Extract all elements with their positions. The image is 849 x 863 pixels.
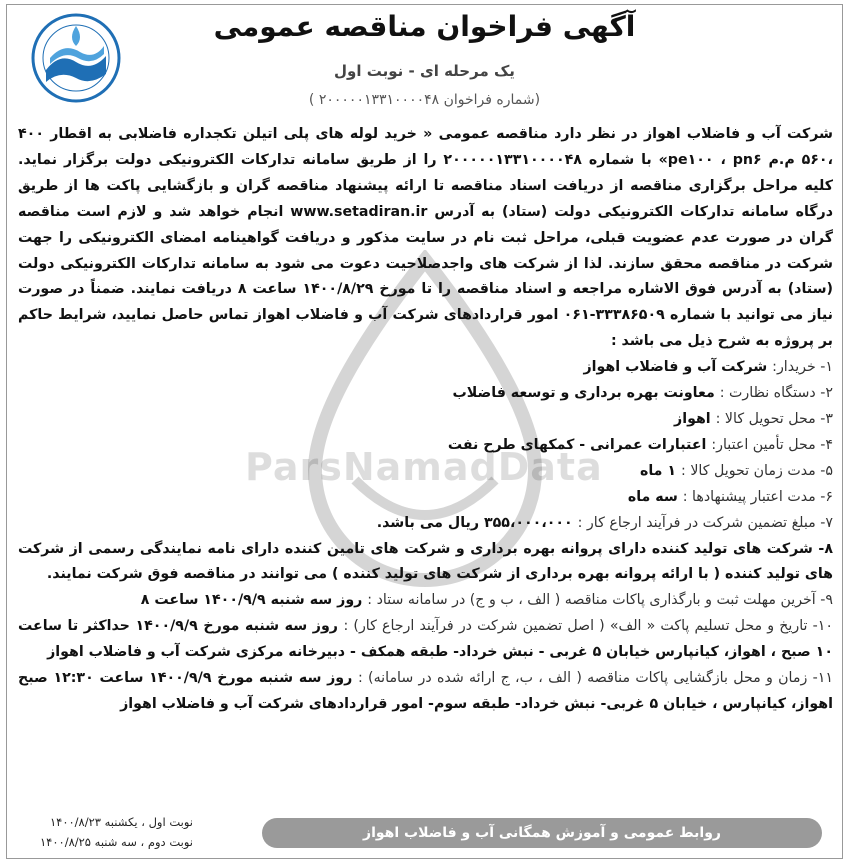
condition-label: ۹- آخرین مهلت ثبت و بارگذاری پاکات مناقصه ( الف ، ب و ج) در سامانه ستاد : (367, 592, 833, 609)
publish-date-second: نوبت دوم ، سه شنبه ۱۴۰۰/۸/۲۵ (40, 835, 193, 849)
condition-item (18, 588, 833, 614)
condition-value: شرکت آب و فاضلاب اهواز (583, 359, 773, 376)
condition-item (18, 433, 833, 459)
condition-value: روز سه شنبه مورخ ۱۴۰۰/۹/۹ ساعت ۱۲:۳۰ صبح اهواز، کیانپارس ، خیابان ۵ غربی- نبش خرداد- طبقه سوم- امور قراردادهای شرکت آب و فاضلاب اهواز (18, 670, 833, 712)
watermark-brand: ParsNamadData (245, 445, 603, 489)
condition-label: ۱۱- زمان و محل بازگشایی پاکات مناقصه ( الف ، ب، ج ارائه شده در سامانه) : (357, 670, 833, 687)
condition-label: ۲- دستگاه نظارت : (719, 385, 833, 402)
condition-value: سه ماه (627, 488, 683, 505)
condition-item (18, 381, 833, 407)
condition-item (18, 511, 833, 537)
condition-value: روز سه شنبه مورخ ۱۴۰۰/۹/۹ حداکثر تا ساعت ۱۰ صبح ، اهواز، کیانپارس خیابان ۵ غربی - نبش خرداد- طبقه همکف - دبیرخانه مرکزی شرکت آب و فاضلاب اهواز (18, 618, 833, 661)
publish-date-first: نوبت اول ، یکشنبه ۱۴۰۰/۸/۲۳ (49, 815, 193, 829)
page-title: آگهی فراخوان مناقصه عمومی (213, 10, 636, 43)
condition-value: ۳۵۵،۰۰۰،۰۰۰ ریال می باشد. (376, 514, 578, 531)
condition-item (18, 459, 833, 485)
tender-number: (شماره فراخوان ۲۰۰۰۰۰۱۳۳۱۰۰۰۰۴۸ ) (308, 92, 541, 108)
condition-label: ۳- محل تحویل کالا : (715, 410, 833, 427)
publish-dates (40, 812, 193, 852)
condition-label: ۵- مدت زمان تحویل کالا : (681, 462, 833, 479)
condition-label: ۶- مدت اعتبار پیشنهادها : (682, 488, 833, 505)
condition-value: روز سه شنبه ۱۴۰۰/۹/۹ ساعت ۸ (140, 592, 368, 609)
condition-value: اعتبارات عمرانی - کمکهای طرح نفت (447, 436, 712, 453)
condition-item (18, 485, 833, 511)
condition-item (18, 355, 833, 381)
condition-item (18, 537, 833, 589)
footer-banner: روابط عمومی و آموزش همگانی آب و فاضلاب اهواز (262, 818, 822, 848)
condition-label: ۱- خریدار: (772, 359, 833, 376)
water-company-logo-icon (30, 12, 122, 104)
condition-label: ۷- مبلغ تضمین شرکت در فرآیند ارجاع کار : (577, 514, 833, 531)
condition-item (18, 666, 833, 718)
tender-stage-subtitle: یک مرحله ای - نوبت اول (334, 62, 515, 80)
intro-paragraph: شرکت آب و فاضلاب اهواز در نظر دارد مناقصه عمومی « خرید لوله های پلی اتیلن تکجداره فاضلابی به اقطار ۴۰۰ ،۵۶۰ م.م pe۱۰۰ ، pn۶» با شماره ۲۰۰۰۰۰۱۳۳۱۰۰۰۰۴۸ را از طریق سامانه تدارکات الکترونیکی دولت برگزار نماید. کلیه مراحل برگزاری مناقصه از دریافت اسناد مناقصه تا ارائه پیشنهاد مناقصه گران و بازگشایی پاکت ها از طریق درگاه سامانه تدارکات الکترونیکی دولت (ستاد) به آدرس www.setadiran.ir انجام خواهد شد و لازم است مناقصه گران در صورت عدم عضویت قبلی، مراحل ثبت نام در سایت مذکور و دریافت گواهینامه امضای الکترونیکی را جهت شرکت در مناقصه محقق سازند. لذا از شرکت های واجدصلاحیت دعوت می شود به سامانه تدارکات الکترونیکی دولت (ستاد) به آدرس فوق الاشاره مراجعه و اسناد مناقصه را تا مورخ ۱۴۰۰/۸/۲۹ ساعت ۸ دریافت نمایند. ضمناً در صورت نیاز می توانید با شماره ۳۳۳۸۶۵۰۹-۰۶۱ امور قراردادهای شرکت آب و فاضلاب اهواز تماس حاصل نمایید، شرایط حاکم بر پروژه به شرح ذیل می باشد : (18, 126, 834, 350)
notice-body (18, 122, 833, 718)
condition-value: معاونت بهره برداری و توسعه فاضلاب (452, 385, 720, 402)
conditions-list (18, 355, 833, 718)
condition-value: اهواز (674, 410, 716, 427)
condition-label: ۱۰- تاریخ و محل تسلیم پاکت « الف» ( اصل تضمین شرکت در فرآیند ارجاع کار) : (343, 618, 833, 635)
condition-value: ۸- شرکت های تولید کننده دارای پروانه بهره برداری و شرکت های تامین کننده دارای نامه نمایندگی رسمی از شرکت های تولید کننده ( با ارائه پروانه بهره برداری از شرکت های تولید کننده ) می توانند در مناقصه فوق شرکت نمایند. (18, 540, 833, 583)
condition-label: ۴- محل تأمین اعتبار: (711, 436, 833, 453)
condition-value: ۱ ماه (639, 462, 682, 479)
condition-item (18, 407, 833, 433)
condition-item (18, 614, 833, 666)
